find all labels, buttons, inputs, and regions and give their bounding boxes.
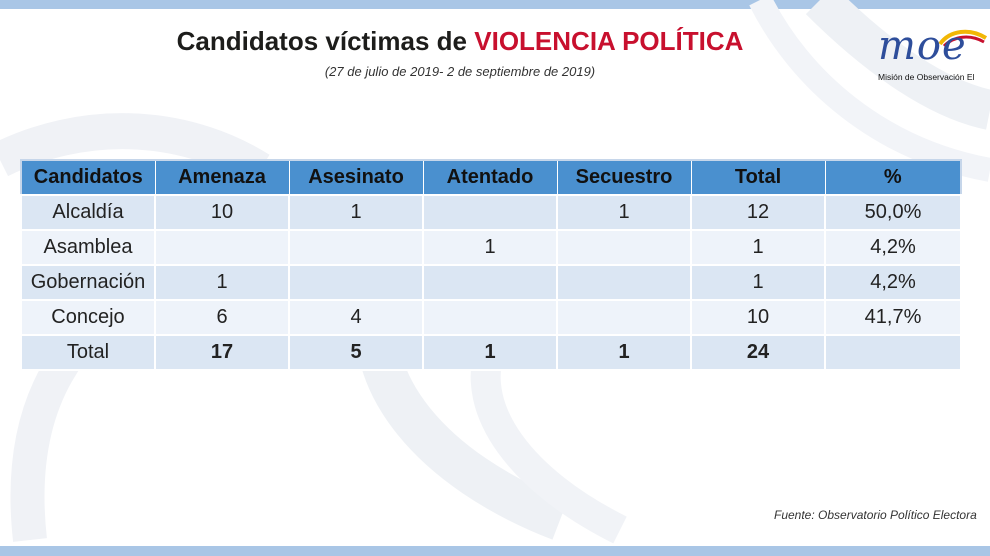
- table-cell: 6: [155, 300, 289, 335]
- title-main: Candidatos víctimas de: [176, 26, 475, 56]
- violence-table: [20, 159, 962, 371]
- table-cell: 17: [155, 335, 289, 370]
- table-cell: 5: [289, 335, 423, 370]
- page-title: [0, 26, 920, 57]
- table-row: [21, 300, 961, 335]
- table-total-row: [21, 335, 961, 370]
- table-cell: 10: [691, 300, 825, 335]
- table-cell: [557, 265, 691, 300]
- table-cell: 1: [423, 230, 557, 265]
- table-cell: [423, 195, 557, 230]
- table-cell: 4,2%: [825, 230, 961, 265]
- table-cell: Gobernación: [21, 265, 155, 300]
- table-cell: Concejo: [21, 300, 155, 335]
- table-cell: 41,7%: [825, 300, 961, 335]
- table-cell: 12: [691, 195, 825, 230]
- header-secuestro: Secuestro: [557, 160, 691, 195]
- table-cell: Total: [21, 335, 155, 370]
- table-cell: 1: [691, 265, 825, 300]
- table-cell: [289, 265, 423, 300]
- table-cell: 1: [557, 335, 691, 370]
- header-candidatos: Candidatos: [21, 160, 155, 195]
- moe-logo: [876, 24, 990, 88]
- header-amenaza: Amenaza: [155, 160, 289, 195]
- table-cell: [825, 335, 961, 370]
- table-cell: 10: [155, 195, 289, 230]
- table-cell: [155, 230, 289, 265]
- header-atentado: Atentado: [423, 160, 557, 195]
- table-cell: [557, 230, 691, 265]
- table-cell: 4,2%: [825, 265, 961, 300]
- header-asesinato: Asesinato: [289, 160, 423, 195]
- logo-wordmark: moe: [878, 24, 967, 69]
- table-row: [21, 230, 961, 265]
- table-cell: 4: [289, 300, 423, 335]
- table-row: [21, 195, 961, 230]
- source-note: Fuente: Observatorio Político Electora: [774, 508, 977, 522]
- table-cell: Alcaldía: [21, 195, 155, 230]
- table-header-row: [21, 160, 961, 195]
- table-cell: 50,0%: [825, 195, 961, 230]
- header-total: Total: [691, 160, 825, 195]
- date-range-subtitle: (27 de julio de 2019- 2 de septiembre de 2019): [324, 64, 596, 79]
- title-highlight: VIOLENCIA POLÍTICA: [474, 26, 744, 56]
- table-row: [21, 265, 961, 300]
- table-cell: 1: [423, 335, 557, 370]
- table-cell: [423, 300, 557, 335]
- table-cell: [423, 265, 557, 300]
- table-cell: 1: [691, 230, 825, 265]
- table-cell: 1: [289, 195, 423, 230]
- table-cell: 1: [557, 195, 691, 230]
- table-cell: [557, 300, 691, 335]
- table-cell: Asamblea: [21, 230, 155, 265]
- header-percent: %: [825, 160, 961, 195]
- logo-tagline: Misión de Observación El: [878, 72, 975, 82]
- table-cell: [289, 230, 423, 265]
- table-cell: 1: [155, 265, 289, 300]
- bottom-frame-bar: [0, 546, 990, 556]
- table-cell: 24: [691, 335, 825, 370]
